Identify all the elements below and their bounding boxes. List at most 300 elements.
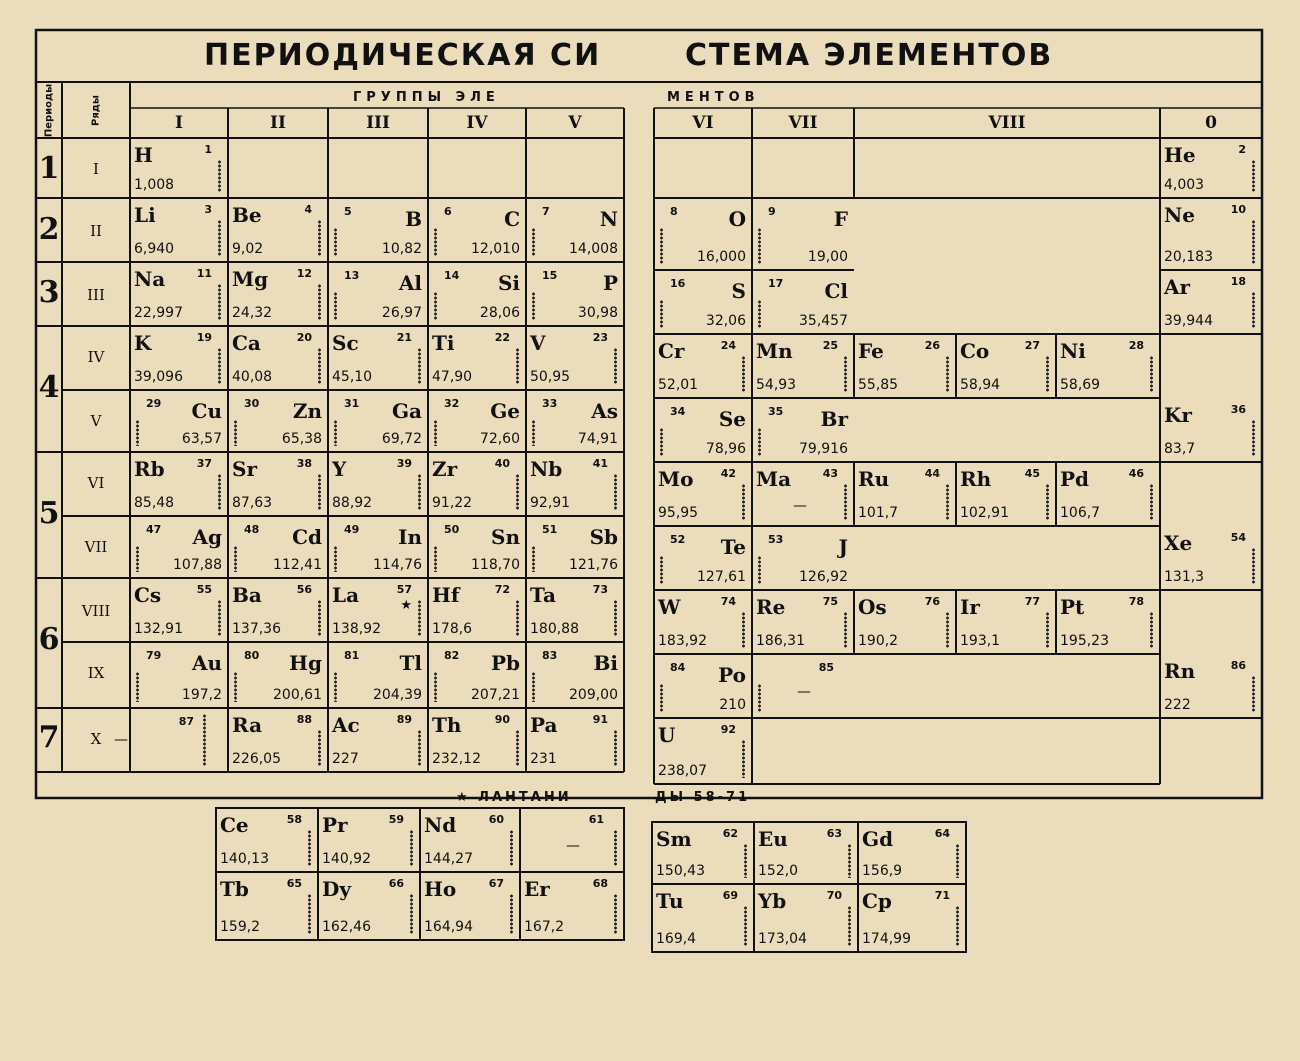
element-cell [754,884,858,952]
atomic-mass: 138,92 [332,621,381,637]
atomic-number: 29 [146,397,162,410]
atomic-mass: 118,70 [471,557,520,573]
atomic-number: 54 [1230,531,1246,544]
atomic-number: 6 [444,205,452,218]
element-symbol: Ir [960,595,980,619]
atomic-mass: 112,41 [273,557,322,573]
element-cell [428,452,526,516]
element-cell [652,884,754,952]
atomic-number: 30 [244,397,260,410]
atomic-number: 88 [296,713,312,726]
atomic-number: 19 [196,331,212,344]
lanthanide-star-icon: ★ [400,598,412,613]
atomic-mass: 101,7 [858,505,899,521]
element-cell [1160,654,1262,718]
atomic-mass: 140,13 [220,851,269,867]
electron-shell-marks [1150,356,1153,392]
atomic-mass: 232,12 [432,751,481,767]
element-symbol: Fe [858,339,884,363]
atomic-mass: 132,91 [134,621,183,637]
element-cell [228,642,328,708]
atomic-mass: 28,06 [479,305,520,321]
electron-shell-marks [516,474,519,510]
element-symbol: Eu [758,827,788,851]
element-cell [520,808,624,872]
element-symbol: U [658,723,676,747]
electron-shell-marks [1046,484,1049,520]
atomic-mass: 91,22 [432,495,473,511]
atomic-mass: 16,000 [697,249,746,265]
electron-shell-marks [516,600,519,636]
period-label-7: 7 [38,720,60,755]
atomic-number: 47 [146,523,162,536]
element-cell [654,590,752,654]
atomic-mass: 4,003 [1164,177,1205,193]
atomic-number: 79 [146,649,162,662]
electron-shell-marks [844,356,847,392]
atomic-mass: 207,21 [471,687,520,703]
element-cell [956,334,1056,398]
element-cell [328,198,428,262]
element-symbol: V [530,331,546,355]
electron-shell-marks [956,906,959,946]
element-symbol: Ca [232,331,261,355]
atomic-mass: 83,7 [1164,441,1196,457]
electron-shell-marks [434,672,437,702]
atomic-mass: 114,76 [373,557,422,573]
atomic-mass: 20,183 [1164,249,1213,265]
atomic-number: 70 [826,889,842,902]
atomic-number: 71 [934,889,950,902]
element-symbol: Pb [490,651,520,675]
element-cell [654,654,752,718]
electron-shell-marks [844,484,847,520]
element-cell [956,462,1056,526]
electron-shell-marks [532,546,535,572]
atomic-number: 5 [344,205,352,218]
electron-shell-marks [434,546,437,572]
element-cell [654,334,752,398]
lanthanides-caption-left: ★ ЛАНТАНИ [456,790,572,805]
element-cell [428,516,526,578]
atomic-number: 64 [934,827,950,840]
electron-shell-marks [614,830,617,866]
electron-shell-marks [318,220,321,256]
electron-shell-marks [758,428,761,456]
electron-shell-marks [1150,484,1153,520]
atomic-mass: 19,00 [807,249,848,265]
electron-shell-marks [956,844,959,878]
row-label-7: VII [84,538,108,556]
element-cell [216,872,318,940]
atomic-number: 91 [592,713,608,726]
element-symbol: Cs [134,583,162,607]
element-cell [228,262,328,326]
element-cell [652,822,754,884]
electron-shell-marks [410,830,413,866]
element-cell [228,516,328,578]
element-symbol: Kr [1164,403,1192,427]
title-part-1: ПЕРИОДИЧЕСКАЯ СИ [204,38,602,73]
element-symbol: Tl [399,651,422,675]
element-cell [328,390,428,452]
atomic-number: 66 [388,877,404,890]
element-symbol: Ce [220,813,249,837]
period-label-3: 3 [38,275,60,310]
element-cell [228,326,328,390]
element-symbol: O [728,207,746,231]
element-cell [228,198,328,262]
group-label-3: III [366,113,390,133]
atomic-number: 21 [396,331,412,344]
element-symbol: Ta [530,583,556,607]
row-label-5: V [90,412,102,430]
atomic-number: 92 [720,723,736,736]
element-symbol: Y [332,457,347,481]
group-label-2: II [270,113,286,133]
atomic-number: 28 [1128,339,1144,352]
group-label-7: VII [788,113,818,133]
element-symbol: In [398,525,422,549]
atomic-number: 68 [592,877,608,890]
atomic-number: 61 [588,813,604,826]
atomic-mass: 164,94 [424,919,473,935]
element-symbol: Cp [862,889,892,913]
atomic-number: 40 [494,457,510,470]
electron-shell-marks [418,600,421,636]
element-cell [328,642,428,708]
element-symbol: Ge [490,399,520,423]
electron-shell-marks [308,830,311,866]
atomic-number: 23 [592,331,608,344]
element-cell [428,326,526,390]
atomic-mass: 52,01 [658,377,699,393]
electron-shell-marks [660,684,663,712]
atomic-mass: 231 [530,751,557,767]
atomic-mass: 193,1 [960,633,1001,649]
atomic-mass: 167,2 [524,919,565,935]
row-label-2: II [90,222,102,240]
atomic-number: 89 [396,713,412,726]
electron-shell-marks [234,546,237,572]
atomic-number: 39 [396,457,412,470]
atomic-mass: 22,997 [134,305,183,321]
electron-shell-marks [234,672,237,702]
atomic-number: 77 [1024,595,1040,608]
element-symbol: Si [497,271,520,295]
atomic-mass: 174,99 [862,931,911,947]
atomic-number: 57 [396,583,412,596]
atomic-number: 4 [304,203,312,216]
element-symbol: As [591,399,618,423]
atomic-number: 8 [670,205,678,218]
atomic-mass: 210 [719,697,746,713]
element-symbol: Cd [292,525,322,549]
atomic-number: 52 [670,533,686,546]
atomic-number: 86 [1230,659,1246,672]
element-cell [428,198,526,262]
atomic-mass: 107,88 [173,557,222,573]
electron-shell-marks [614,730,617,766]
electron-shell-marks [660,228,663,264]
element-cell [228,578,328,642]
row-label-8: VIII [81,602,111,620]
period-label-1: 1 [38,151,60,186]
atomic-mass: 204,39 [373,687,422,703]
atomic-mass: 180,88 [530,621,579,637]
element-symbol: Ru [858,467,890,491]
atomic-mass: 24,32 [232,305,273,321]
element-symbol: Ti [432,331,455,355]
group-label-1: I [175,113,183,133]
periods-column-label: Периоды [43,83,55,138]
atomic-number: 26 [924,339,940,352]
element-cell [526,578,624,642]
electron-shell-marks [532,228,535,256]
electron-shell-marks [136,672,139,702]
electron-shell-marks [318,284,321,320]
groups-header-right: МЕНТОВ [667,90,760,105]
electron-shell-marks [334,292,337,320]
electron-shell-marks [1252,676,1255,712]
atomic-number: 13 [344,269,360,282]
atomic-mass: 238,07 [658,763,707,779]
atomic-number: 80 [244,649,260,662]
element-symbol: Ac [332,713,360,737]
electron-shell-marks [660,556,663,584]
element-cell [526,326,624,390]
atomic-number: 35 [768,405,784,418]
element-cell [130,326,228,390]
atomic-number: 17 [768,277,784,290]
atomic-number: 85 [818,661,834,674]
atomic-mass: 197,2 [181,687,222,703]
element-symbol: Bi [593,651,618,675]
atomic-mass: 55,85 [858,377,899,393]
atomic-number: 62 [722,827,738,840]
atomic-number: 82 [444,649,460,662]
electron-shell-marks [946,612,949,648]
element-symbol: Ba [232,583,262,607]
element-cell [328,578,428,642]
electron-shell-marks [136,546,139,572]
element-symbol: Cr [658,339,685,363]
period-label-2: 2 [38,212,60,247]
atomic-number: 58 [286,813,302,826]
atomic-number: 78 [1128,595,1144,608]
electron-shell-marks [848,906,851,946]
element-cell [654,526,752,590]
atomic-mass: 45,10 [332,369,373,385]
atomic-number: 43 [822,467,838,480]
element-symbol: Pr [322,813,348,837]
atomic-mass: 106,7 [1060,505,1101,521]
atomic-mass: 227 [332,751,359,767]
atomic-mass: 127,61 [697,569,746,585]
electron-shell-marks [742,356,745,392]
atomic-number: 72 [494,583,510,596]
atomic-mass: 54,93 [756,377,797,393]
element-symbol: Sm [656,827,692,851]
atomic-mass: 72,60 [479,431,520,447]
row-label-4: IV [87,348,105,366]
element-symbol: Mo [658,467,694,491]
atomic-mass: — [566,838,580,854]
atomic-mass: 178,6 [432,621,473,637]
atomic-mass: 14,008 [569,241,618,257]
title-part-2: СТЕМА ЭЛЕМЕНТОВ [685,38,1054,73]
electron-shell-marks [742,484,745,520]
element-cell [420,808,520,872]
atomic-number: 34 [670,405,686,418]
element-symbol: J [838,535,848,559]
atomic-number: 87 [178,715,194,728]
atomic-number: 49 [344,523,360,536]
atomic-number: 55 [196,583,212,596]
electron-shell-marks [516,348,519,384]
element-cell [526,708,624,772]
element-symbol: Zn [292,399,322,423]
electron-shell-marks [946,484,949,520]
element-symbol: Ne [1164,203,1196,227]
electron-shell-marks [334,546,337,572]
element-symbol: Po [718,663,746,687]
element-cell [130,390,228,452]
atomic-mass: 87,63 [232,495,273,511]
atomic-mass: 6,940 [134,241,175,257]
element-cell [216,808,318,872]
period-label-6: 6 [38,622,60,657]
element-symbol: Pd [1060,467,1090,491]
element-cell [752,590,854,654]
atomic-mass: 121,76 [569,557,618,573]
electron-shell-marks [1252,160,1255,192]
element-cell [654,270,752,334]
electron-shell-marks [1252,220,1255,264]
element-symbol: Ga [391,399,422,423]
element-cell [130,642,228,708]
atomic-number: 22 [494,331,510,344]
atomic-mass: 88,92 [332,495,373,511]
atomic-number: 59 [388,813,404,826]
atomic-mass: 186,31 [756,633,805,649]
element-symbol: Ra [232,713,263,737]
atomic-number: 75 [822,595,838,608]
element-cell [130,452,228,516]
atomic-mass: 92,91 [530,495,571,511]
element-symbol: Br [820,407,848,431]
element-cell [1160,270,1262,334]
electron-shell-marks [510,894,513,934]
element-cell [130,516,228,578]
atomic-mass: 65,38 [281,431,322,447]
element-cell [858,884,966,952]
element-cell [130,578,228,642]
atomic-mass: 30,98 [577,305,618,321]
atomic-number: 48 [244,523,260,536]
element-cell [318,808,420,872]
element-cell [520,872,624,940]
electron-shell-marks [334,228,337,256]
atomic-mass: 50,95 [530,369,571,385]
element-cell [428,578,526,642]
element-symbol: F [833,207,848,231]
element-cell [526,390,624,452]
electron-shell-marks [234,420,237,446]
element-symbol: N [599,207,618,231]
atomic-mass: 1,008 [134,177,175,193]
electron-shell-marks [1150,612,1153,648]
electron-shell-marks [744,844,747,878]
electron-shell-marks [218,474,221,510]
group-label-5: V [568,113,582,133]
element-symbol: Mn [756,339,793,363]
atomic-mass: 209,00 [569,687,618,703]
element-cell [854,462,956,526]
element-symbol: Ni [1060,339,1086,363]
atomic-number: 46 [1128,467,1144,480]
atomic-mass: 58,69 [1060,377,1101,393]
electron-shell-marks [614,600,617,636]
element-symbol: Sn [491,525,520,549]
atomic-number: 11 [196,267,212,280]
element-cell [328,326,428,390]
atomic-number: 14 [444,269,460,282]
atomic-mass: 12,010 [471,241,520,257]
atomic-number: 63 [826,827,842,840]
electron-shell-marks [1046,356,1049,392]
atomic-mass: 10,82 [381,241,422,257]
element-symbol: Sb [589,525,618,549]
group-label-0: 0 [1205,113,1217,133]
atomic-number: 31 [344,397,360,410]
element-cell [752,654,854,718]
element-symbol: Te [720,535,746,559]
element-symbol: W [658,595,681,619]
atomic-mass: 173,04 [758,931,807,947]
element-symbol: Tb [220,877,249,901]
group-label-6: VI [692,113,714,133]
electron-shell-marks [532,672,535,702]
atomic-number: 74 [720,595,736,608]
atomic-number: 41 [592,457,608,470]
element-symbol: Se [718,407,746,431]
atomic-mass: 144,27 [424,851,473,867]
atomic-number: 45 [1024,467,1040,480]
element-cell [858,822,966,884]
row-label-6: VI [87,474,105,492]
electron-shell-marks [318,348,321,384]
atomic-mass: 47,90 [432,369,473,385]
period-label-5: 5 [38,496,60,531]
atomic-mass: 152,0 [758,863,799,879]
atomic-number: 38 [296,457,312,470]
element-cell [752,398,854,462]
electron-shell-marks [758,228,761,264]
element-symbol: Pa [530,713,558,737]
atomic-mass: — [797,684,811,700]
atomic-mass: 39,096 [134,369,183,385]
electron-shell-marks [758,684,761,712]
electron-shell-marks [742,612,745,648]
atomic-mass: 131,3 [1164,569,1205,585]
element-cell [1056,462,1160,526]
element-symbol: Rh [960,467,992,491]
element-symbol: Li [134,203,156,227]
atomic-mass: 9,02 [232,241,264,257]
electron-shell-marks [1046,612,1049,648]
atomic-number: 20 [296,331,312,344]
